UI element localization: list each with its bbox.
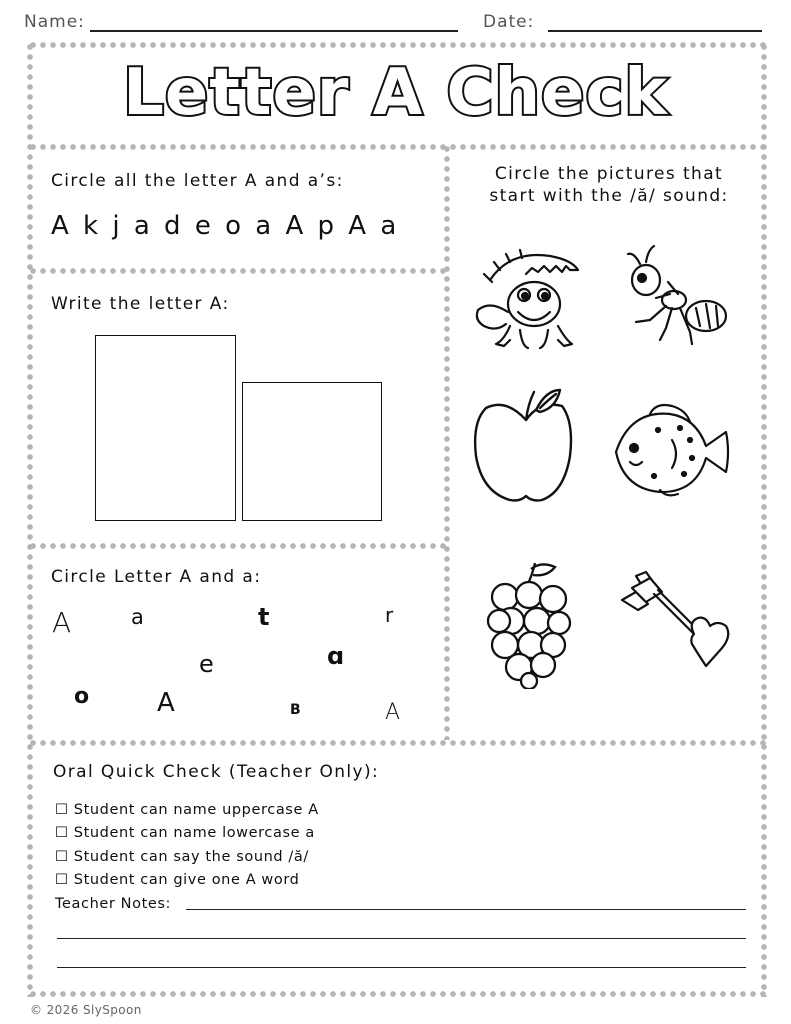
section4-instruction-line2: start with the /ă/ sound: xyxy=(489,186,729,206)
grapes-icon[interactable] xyxy=(485,555,575,689)
frame-bottom xyxy=(28,991,768,997)
scatter-letter[interactable]: r xyxy=(385,603,394,627)
scatter-letter[interactable]: e xyxy=(199,650,214,678)
scatter-letter[interactable]: A xyxy=(157,688,175,718)
scatter-letter[interactable]: o xyxy=(74,684,90,709)
page-title: Letter A Check xyxy=(123,56,668,130)
frame-right xyxy=(761,42,767,997)
scatter-letter[interactable]: A xyxy=(385,700,401,725)
divider-vertical xyxy=(444,144,450,740)
notes-line-1[interactable] xyxy=(186,909,746,910)
section3-instruction: Circle Letter A and a: xyxy=(51,567,262,587)
oral-check-item[interactable]: ☐ Student can say the sound /ă/ xyxy=(55,849,309,865)
divider-sec1 xyxy=(28,268,446,274)
divider-title xyxy=(28,144,768,150)
letter-row: A k j a d e o a A p A a xyxy=(51,211,400,241)
alligator-icon[interactable] xyxy=(470,240,585,358)
oral-check-item[interactable]: ☐ Student can name uppercase A xyxy=(55,802,319,818)
ant-icon[interactable] xyxy=(620,242,732,354)
arrow-icon[interactable] xyxy=(618,570,734,674)
name-line[interactable] xyxy=(90,30,458,32)
scatter-letter[interactable]: B xyxy=(290,702,301,718)
lowercase-writing-box[interactable] xyxy=(242,382,382,521)
apple-icon[interactable] xyxy=(470,384,582,508)
divider-sec2 xyxy=(28,543,446,549)
section4-instruction-line1: Circle the pictures that xyxy=(494,164,724,184)
frame-left xyxy=(27,42,33,997)
divider-oral xyxy=(28,740,768,746)
scatter-letter[interactable]: A xyxy=(52,606,72,639)
notes-line-2[interactable] xyxy=(57,938,746,939)
teacher-notes-label: Teacher Notes: xyxy=(55,896,172,912)
scatter-letter[interactable]: ɑ xyxy=(327,642,345,670)
name-label: Name: xyxy=(24,12,85,32)
scatter-letter[interactable]: a xyxy=(131,605,144,629)
fish-icon[interactable] xyxy=(610,400,734,500)
section1-instruction: Circle all the letter A and a’s: xyxy=(51,171,344,191)
copyright: © 2026 SlySpoon xyxy=(30,1003,142,1017)
uppercase-writing-box[interactable] xyxy=(95,335,236,521)
oral-check-item[interactable]: ☐ Student can name lowercase a xyxy=(55,825,315,841)
oral-check-item[interactable]: ☐ Student can give one A word xyxy=(55,872,300,888)
frame-top xyxy=(28,42,768,48)
notes-line-3[interactable] xyxy=(57,967,746,968)
scatter-letter[interactable]: t xyxy=(258,603,270,631)
oral-check-title: Oral Quick Check (Teacher Only): xyxy=(53,762,380,782)
section2-instruction: Write the letter A: xyxy=(51,294,230,314)
date-line[interactable] xyxy=(548,30,762,32)
date-label: Date: xyxy=(483,12,535,32)
